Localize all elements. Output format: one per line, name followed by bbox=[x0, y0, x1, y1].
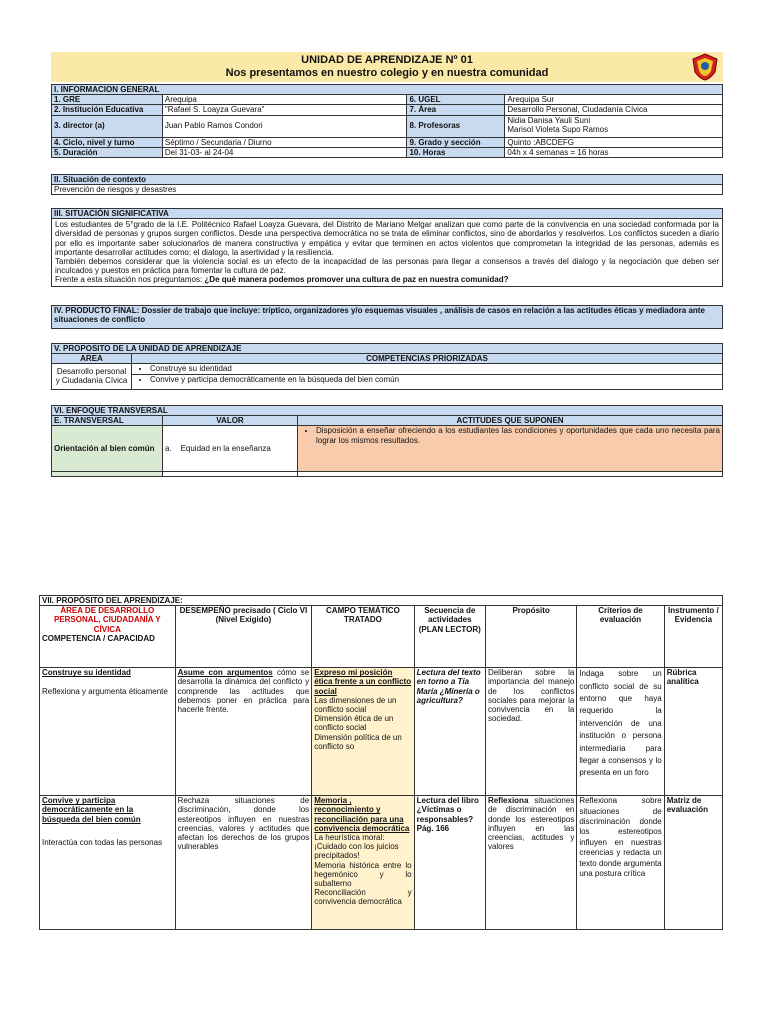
row2-instrumento: Matriz de evaluación bbox=[664, 796, 722, 930]
value-hours: 04h x 4 semanas = 16 horas bbox=[505, 147, 723, 157]
label-grade: 9. Grado y sección bbox=[407, 137, 505, 147]
learning-col-desempeno: DESEMPEÑO precisado ( Ciclo VI (Nivel Exigido) bbox=[175, 606, 312, 668]
label-director: 3. director (a) bbox=[52, 115, 163, 137]
row2-secuencia: Lectura del libro ¿Víctimas o responsables? Pág. 166 bbox=[414, 796, 485, 930]
approach-attitude: • Disposición a enseñar ofreciendo a los estudiantes las condiciones y oportunidades que cada uno necesita para lograr los mismos resultados. bbox=[316, 426, 720, 444]
situation-paragraph-2: También debemos considerar que la violencia social es un efecto de la incapacidad de las personas para llegar a consensos a través del dialogo y la negociación que deben ser inculcados y puestos en práctica para fomentar la cultura de paz. bbox=[55, 256, 719, 276]
context-text: Prevención de riesgos y desastres bbox=[52, 185, 723, 195]
learning-col-campo: CAMPO TEMÁTICO TRATADO bbox=[312, 606, 414, 668]
context-table bbox=[51, 174, 723, 195]
label-duration: 5. Duración bbox=[52, 147, 163, 157]
situation-question: ¿De qué manera podemos promover una cultura de paz en nuestra comunidad? bbox=[204, 275, 509, 285]
value-cycle: Séptimo / Secundaria / Diurno bbox=[162, 137, 407, 147]
purpose-area-value: Desarrollo personal y Ciudadanía Cívica bbox=[52, 364, 132, 389]
row2-proposito-lead: Reflexiona bbox=[487, 796, 529, 806]
value-ugel: Arequipa Sur bbox=[505, 95, 723, 105]
value-gre: Arequipa bbox=[162, 95, 407, 105]
value-teachers: Nidia Danisa Yauli Suni Marisol Violeta Supo Ramos bbox=[505, 115, 723, 137]
label-ugel: 6. UGEL bbox=[407, 95, 505, 105]
school-logo bbox=[690, 52, 720, 82]
document-subtitle: Nos presentamos en nuestro colegio y en nuestra comunidad bbox=[225, 67, 549, 79]
value-director: Juan Pablo Ramos Condori bbox=[162, 115, 407, 137]
row2-desempeno: Rechaza situaciones de discriminación, donde los estereotipos influyen en nuestras creencias, valores y actitudes que afectan los derechos de los grupos vulnerables bbox=[175, 796, 312, 930]
label-institution: 2. Institución Educativa bbox=[52, 105, 163, 115]
row1-campo-item: Las dimensiones de un conflicto social bbox=[314, 695, 397, 714]
row1-campo-item: Dimensión ética de un conflicto social bbox=[314, 714, 394, 733]
row1-secuencia: Lectura del texto en torno a Tía María ¿Minería o agricultura? bbox=[414, 668, 485, 796]
approach-col-transversal: E. TRANSVERSAL bbox=[52, 416, 163, 426]
document-title: UNIDAD DE APRENDIZAJE Nº 01 bbox=[301, 54, 473, 66]
row2-criterios: Reflexiona sobre situaciones de discriminación donde los estereotipos influyen en nuestras creencias y redacta un texto donde argumenta una postura crítica bbox=[577, 796, 664, 930]
label-hours: 10. Horas bbox=[407, 147, 505, 157]
section-approach: VI. ENFOQUE TRANSVERSAL bbox=[52, 406, 723, 416]
approach-value: Equidad en la enseñanza bbox=[180, 444, 271, 454]
row2-campo-item: Memoria histórica entre lo hegemónico y lo subalterno bbox=[314, 860, 412, 888]
general-info-table bbox=[51, 84, 723, 158]
approach-col-value: VALOR bbox=[163, 416, 298, 426]
learning-table bbox=[39, 595, 723, 930]
final-product: IV. PRODUCTO FINAL: Dossier de trabajo que incluye: tríptico, organizadores y/o esquemas visuales , análisis de casos en relación a las actitudes éticas y mediadora ante situaciones de conflicto bbox=[52, 306, 723, 329]
learning-col-secuencia: Secuencia de actividades (PLAN LECTOR) bbox=[414, 606, 485, 668]
row1-campo-item: Dimensión política de un conflicto so bbox=[314, 732, 402, 751]
approach-name: Orientación al bien común bbox=[52, 426, 163, 472]
label-gre: 1. GRE bbox=[52, 95, 163, 105]
learning-col-instrumento: Instrumento / Evidencia bbox=[664, 606, 722, 668]
section-general-info: I. INFORMACION GENERAL bbox=[52, 85, 723, 95]
section-context: II. Situación de contexto bbox=[52, 175, 723, 185]
row1-instrumento: Rúbrica analítica bbox=[664, 668, 722, 796]
row1-criterios: Indaga sobre un conflicto social de su entorno que haya requerido la intervención de una institución o persona intermediaria para llegar a consensos y lo presenta en un foro bbox=[577, 668, 664, 796]
row1-competency: Construye su identidad bbox=[42, 668, 131, 678]
value-area: Desarrollo Personal, Ciudadanía Cívica bbox=[505, 105, 723, 115]
purpose-col-area: AREA bbox=[52, 354, 132, 364]
row2-proposito: situaciones de discriminación en donde los estereotipos influyen en las creencias, actitudes y valores bbox=[487, 796, 575, 852]
situation-lead: Frente a esta situación nos preguntamos: bbox=[55, 275, 205, 285]
approach-table bbox=[51, 405, 723, 477]
row2-competency: Convive y participa democráticamente en la búsqueda del bien común bbox=[42, 796, 141, 824]
competency-item: • Construye su identidad bbox=[150, 364, 720, 373]
row1-desempeno-lead: Asume con argumentos bbox=[177, 668, 273, 678]
label-teachers: 8. Profesoras bbox=[407, 115, 505, 137]
title-band bbox=[51, 52, 723, 82]
product-table bbox=[51, 305, 723, 329]
row1-campo-title: Expreso mi posición ética frente a un conflicto social bbox=[314, 668, 412, 696]
label-area: 7. Área bbox=[407, 105, 505, 115]
situation-table bbox=[51, 208, 723, 287]
value-duration: Del 31-03- al 24-04 bbox=[162, 147, 407, 157]
row1-capacity: Reflexiona y argumenta éticamente bbox=[42, 687, 168, 697]
purpose-table bbox=[51, 343, 723, 390]
label-cycle: 4. Ciclo, nivel y turno bbox=[52, 137, 163, 147]
row2-capacity: Interactúa con todas las personas bbox=[42, 837, 163, 847]
section-learning: VII. PROPÓSITO DEL APRENDIZAJE: bbox=[40, 596, 723, 606]
row2-campo-item: La heurística moral: ¡Cuidado con los juicios precipitados! bbox=[314, 832, 399, 861]
row2-campo-title: Memoria , reconocimiento y reconciliación para una convivencia democrática bbox=[314, 796, 410, 833]
row2-campo-item: Reconciliación y convivencia democrática bbox=[314, 888, 412, 907]
row1-desempeno: cómo se desarrolla la dinámica del conflicto y comprende las actitudes que debemos poner en práctica para hacerle frente. bbox=[177, 668, 310, 714]
section-purpose: V. PROPOSITO DE LA UNIDAD DE APRENDIZAJE bbox=[52, 344, 723, 354]
value-institution: "Rafael S. Loayza Guevara" bbox=[162, 105, 407, 115]
situation-paragraph-1: Los estudiantes de 5°grado de la I.E. Politécnico Rafael Loayza Guevara, del Distrito de Mariano Melgar analizan que como parte de la convivencia en una sociedad conformada por la diversidad de personas y grupos surgen conflictos. Desde una perspectiva democrática no se trata de eliminar conflictos, sino de abordarlos y resolverlos. Los conflictos suceden a diario por ello es importante saber solucionarlos de manera constructiva y empática y evitar que terminen en actos violentos que comprometan la integridad de las personas, además es importante desarrollar actitudes como: el dialogo, la asertividad y la resiliencia. bbox=[55, 220, 719, 257]
value-grade: Quinto :ABCDEFG bbox=[505, 137, 723, 147]
learning-comp-heading: COMPETENCIA / CAPACIDAD bbox=[42, 633, 155, 643]
section-situation: III. SITUACIÓN SIGNIFICATIVA bbox=[52, 209, 723, 219]
competency-item: • Convive y participa democráticamente en la búsqueda del bien común bbox=[150, 375, 720, 384]
approach-col-attitudes: ACTITUDES QUE SUPONEN bbox=[298, 416, 723, 426]
situation-paragraph-3 bbox=[55, 275, 719, 284]
purpose-col-competencies: COMPETENCIAS PRIORIZADAS bbox=[132, 354, 723, 364]
learning-area-heading: ÁREA DE DESARROLLO PERSONAL, CIUDADANÍA Y CÍVICA bbox=[53, 606, 161, 634]
learning-col-criterios: Criterios de evaluación bbox=[577, 606, 664, 668]
row1-proposito: Deliberan sobre la importancia del manejo de los conflictos sociales para mejorar la convivencia en la sociedad. bbox=[485, 668, 576, 796]
learning-col-proposito: Propósito bbox=[485, 606, 576, 668]
approach-value-letter: a. bbox=[165, 444, 172, 454]
